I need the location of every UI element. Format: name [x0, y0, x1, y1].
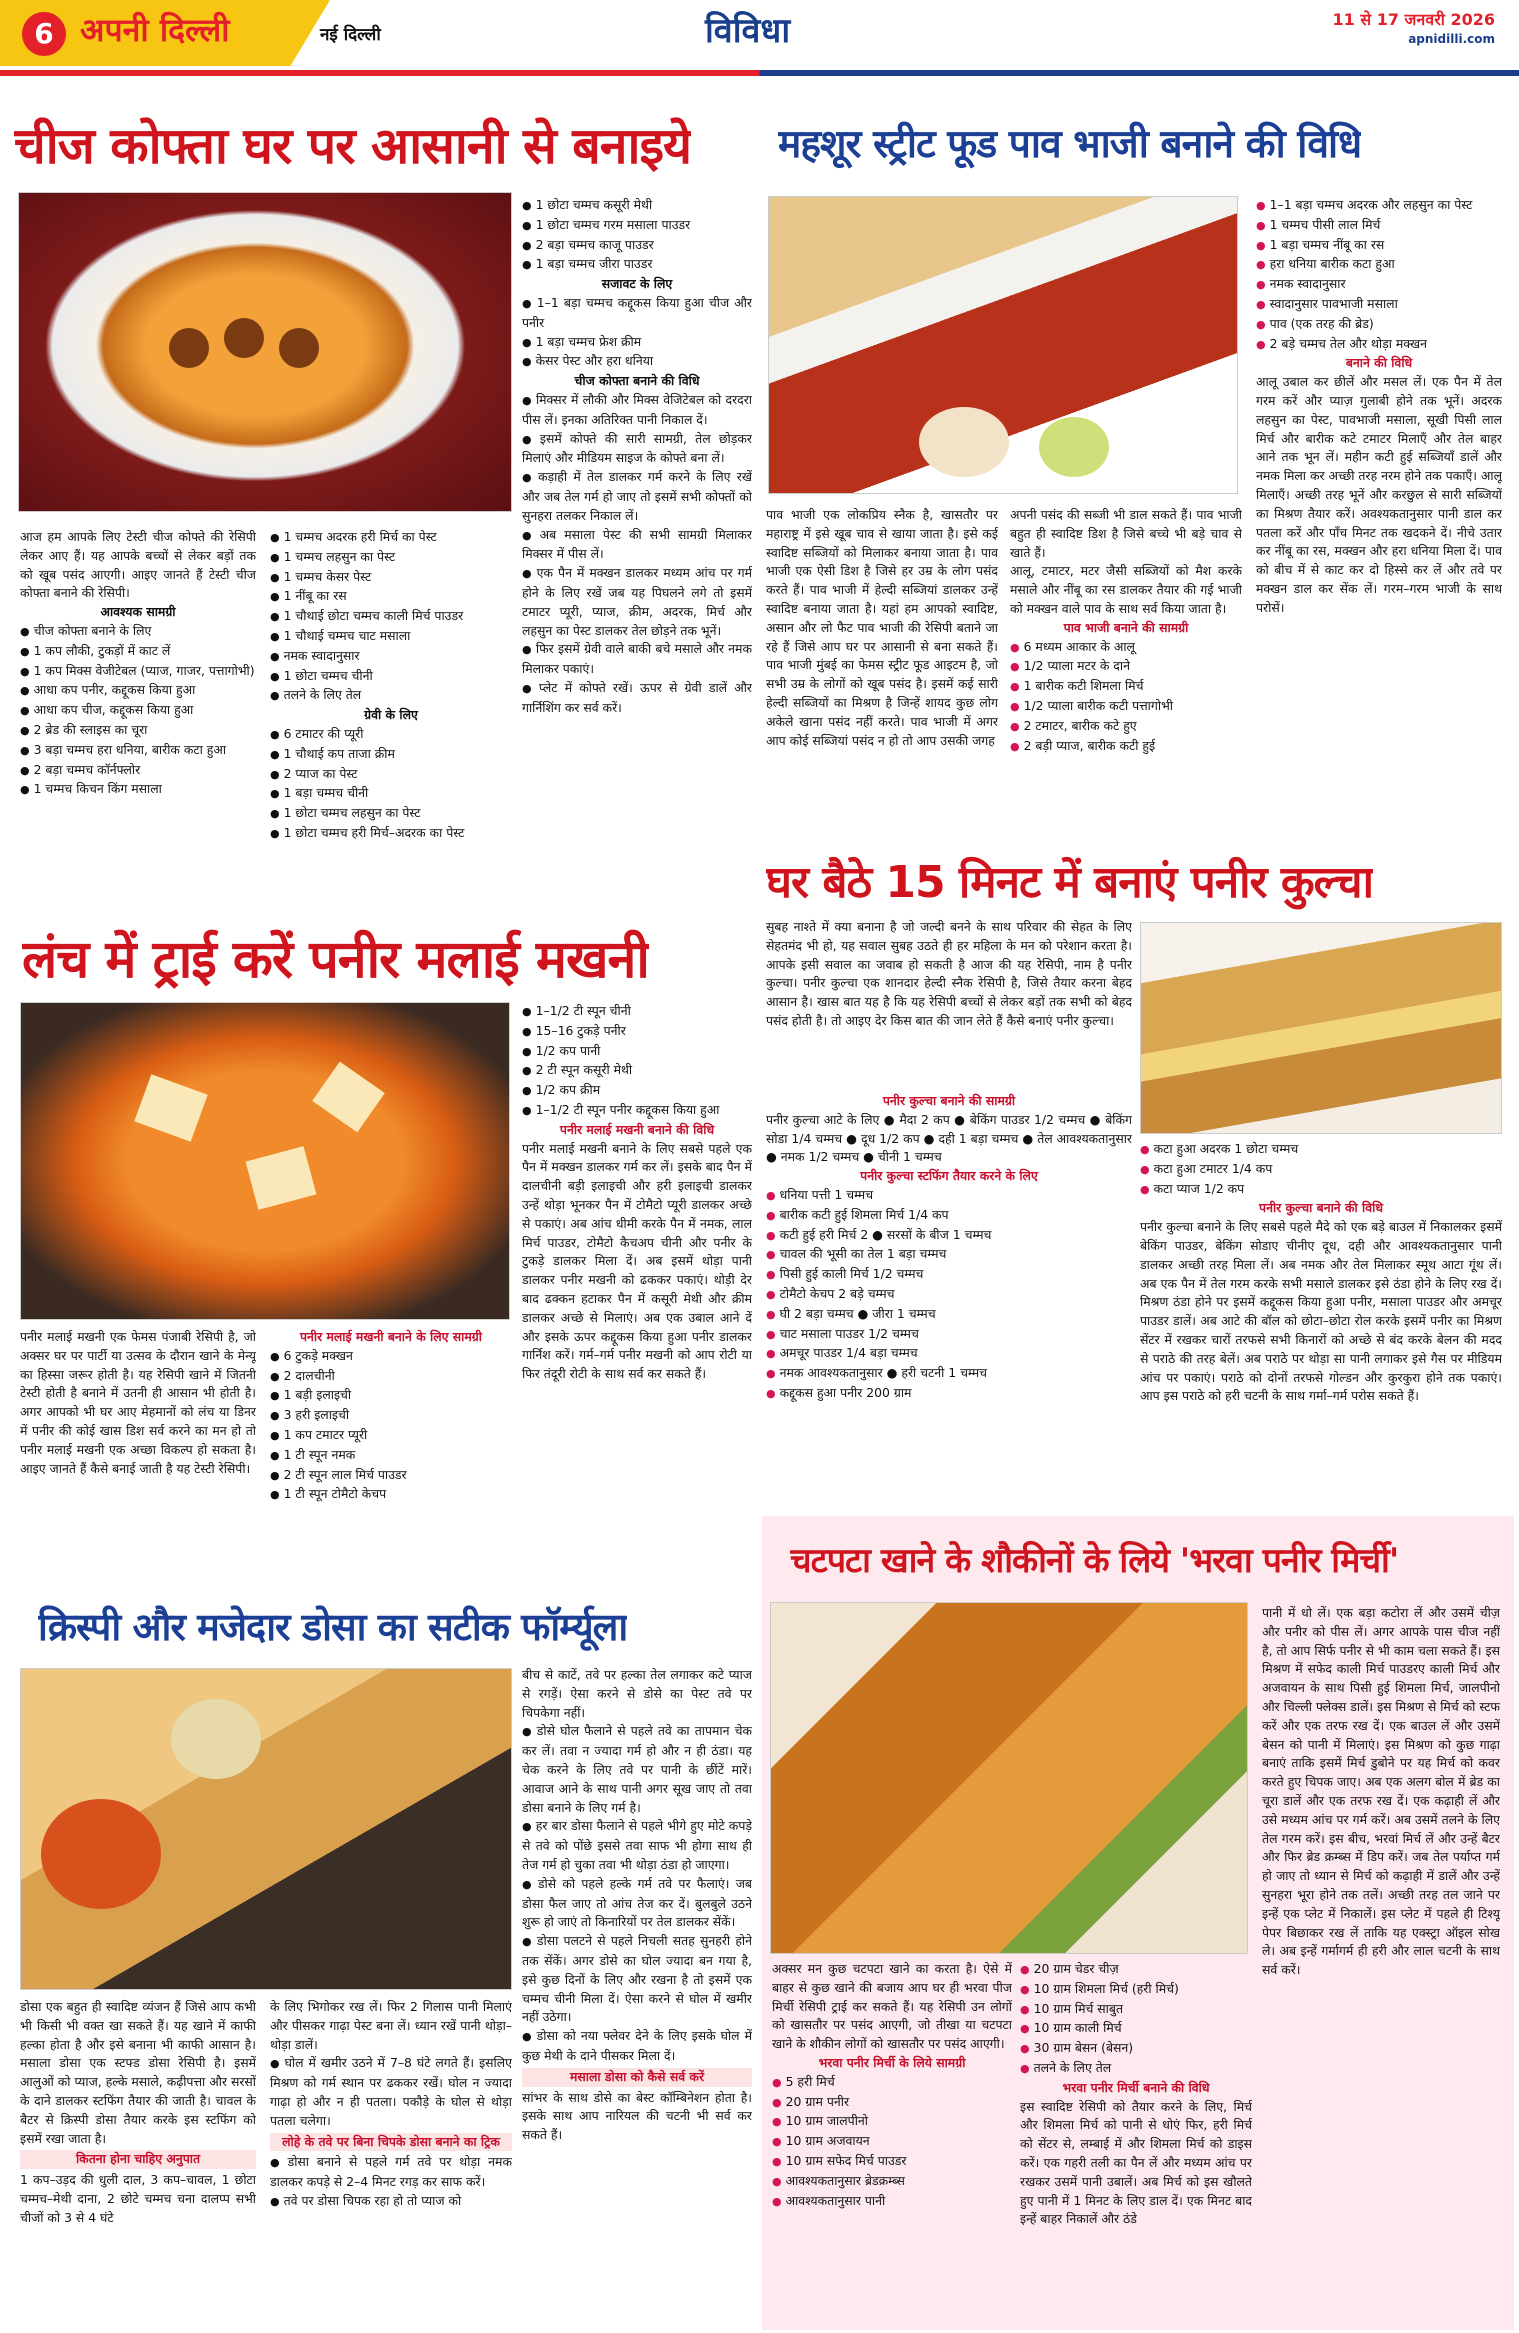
a4-subhead-stuffing: पनीर कुल्चा स्टफिंग तैयार करने के लिए [860, 1168, 1038, 1184]
a3-intro: पनीर मलाई मखनी एक फेमस पंजाबी रेसिपी है, जो अक्सर घर पर पार्टी या उत्सव के दौरान खाने के मेन्यू का हिस्सा जरूर होती है। यह रेसिपी खाने में जितनी टेस्टी होती है बनाने में उतनी ही आसान भी होती है। अगर आपको भी घर आए मेहमानों को लंच या डिनर में पनीर की कोई खास डिश सर्व करने का मन हो तो पनीर मलाई मखनी एक अच्छा विकल्प हो सकता है। आइए जानते हैं कैसे बनाई जाती है यह टेस्टी रेसिपी। [20, 1329, 256, 1476]
list-item: ● 1 बड़ी इलाइची [270, 1386, 512, 1406]
list-item: ● डोसा पलटने से पहले निचली सतह सुनहरी होने तक सेंकें। अगर डोसे का घोल ज्यादा बन गया है, इसे कुछ दिनों के लिए और रखना है तो इसमें एक चम्मच चीनी मिला दें। ऐसा करने से घोल में खमीर नहीं उठेगा। [522, 1932, 752, 2027]
list-item: ● 10 ग्राम अजवायन [772, 2132, 1012, 2152]
a6-col1 [772, 1960, 1012, 2328]
a4-subhead-method: पनीर कुल्चा बनाने की विधि [1259, 1200, 1383, 1216]
list-item: ● चीज कोफ्ता बनाने के लिए [20, 622, 256, 642]
list-item: ● 2 बड़ा चम्मच काजू पाउडर [522, 236, 752, 256]
list-item: ● 1/2 प्याला बारीक कटी पत्तागोभी [1010, 697, 1242, 717]
list-item: ● 2 प्याज का पेस्ट [270, 765, 512, 785]
a4-col1 [766, 1092, 1132, 1498]
list-item: ● 1 बड़ा चम्मच चीनी [270, 784, 512, 804]
list-item: ● कड़ाही में तेल डालकर गर्म करने के लिए रखें और जब तेल गर्म हो जाए तो इसमें सभी कोफ्तों को सुनहरा तलकर निकाल लें। [522, 468, 752, 525]
list-item: ● 6 मध्यम आकार के आलू [1010, 638, 1242, 658]
list-item: ● कटी हुई हरी मिर्च 2 ● सरसों के बीज 1 चम्मच [766, 1226, 1132, 1246]
a3-col3 [522, 1002, 752, 1580]
list-item: ● 1 चम्मच किचन किंग मसाला [20, 780, 256, 800]
list-item: ● कटा हुआ टमाटर 1/4 कप [1140, 1160, 1502, 1180]
list-item: ● 1–1/2 टी स्पून चीनी [522, 1002, 752, 1022]
a2-subhead-ingredients: पाव भाजी बनाने की सामग्री [1063, 619, 1189, 635]
list-item: ● बारीक कटी हुई शिमला मिर्च 1/4 कप [766, 1206, 1132, 1226]
list-item: ● 10 ग्राम जालपीनो [772, 2112, 1012, 2132]
list-item: ● कद्दूकस हुआ पनीर 200 ग्राम [766, 1384, 1132, 1404]
list-item: ● 1–1 बड़ा चम्मच कद्दूकस किया हुआ चीज और पनीर [522, 294, 752, 333]
pav-bhaji-photo [768, 196, 1238, 494]
article-title-paneer-kulcha: घर बैठे 15 मिनट में बनाएं पनीर कुल्चा [766, 857, 1373, 908]
list-item: ● 1 चम्मच पीसी लाल मिर्च [1256, 216, 1502, 236]
list-item: ● घोल में खमीर उठने में 7–8 घंटे लगते हैं। इसलिए मिश्रण को गर्म स्थान पर ढककर रखें। घोल न ज्यादा गाढ़ा हो और न ही पतला। पकौड़े के घोल से थोड़ा पतला चलेगा। [270, 2054, 512, 2130]
a5-para1: डोसा एक बहुत ही स्वादिष्ट व्यंजन हैं जिसे आप कभी भी किसी भी वक्त खा सकते हैं। यह खाने में काफी हल्का होता है और इसे बनाना भी काफी आसान है। मसाला डोसा एक स्टफ्ड डोसा रेसिपी है। इसमें आलुओं को प्याज, हल्के मसाले, कढ़ीपत्ता और सरसों के दाने डालकर स्टफिंग तैयार की जाती है। चावल के बैटर से क्रिस्पी डोसा तैयार करके इस स्टफिंग को इसमें रखा जाता है। [20, 1999, 256, 2146]
list-item: ● धनिया पत्ती 1 चम्मच [766, 1186, 1132, 1206]
a2-col3 [1256, 196, 1502, 838]
list-item: ● 1 टी स्पून नमक [270, 1446, 512, 1466]
a3-method: पनीर मलाई मखनी बनाने के लिए सबसे पहले एक पैन में मक्खन डालकर गर्म कर लें। इसके बाद पैन में दालचीनी बड़ी इलाइची और हरी इलाइची डालकर उन्हें थोड़ा भूनकर पैन में टोमैटो प्यूरी डालकर अच्छे से पकाएं। अब आंच धीमी करके पैन में नमक, लाल मिर्च पाउडर, टोमैटो कैचअप चीनी और पनीर के टुकड़े डालकर मिला दें। अब इसमें थोड़ा पानी डालकर पनीर मखनी को ढककर पकाएं। थोड़ी देर बाद ढक्कन हटाकर पैन में कसूरी मेथी और क्रीम डालकर अच्छे से मिलाएं। अब एक उबाल आने दें और इसके ऊपर कद्दूकस किया हुआ पनीर डालकर गार्निश करें। गर्म–गर्म पनीर मखनी को आप रोटी या फिर तंदूरी रोटी के साथ सर्व कर सकते हैं। [522, 1140, 752, 1382]
list-item: ● 20 ग्राम चेडर चीज़ [1020, 1960, 1252, 1980]
brand-name: अपनी दिल्ली [80, 11, 230, 49]
a4-intro: सुबह नाश्ते में क्या बनाना है जो जल्दी बनने के साथ परिवार की सेहत के लिए सेहतमंद भी हो, यह सवाल सुबह उठते ही हर महिला के मन को परेशान करता है। आपके इसी सवाल का जवाब हो सकती है आज की यह रेसिपी, नाम है पनीर कुल्चा। पनीर कुल्चा एक शानदार हेल्दी स्नैक रेसिपी है, जिसे तैयार करना बेहद आसान है। खास बात यह है कि यह रेसिपी बच्चों से लेकर बड़ों तक सभी को बेहद पसंद होती है। तो आइए देर किस बात की जान लेते हैं कैसे बनाएं पनीर कुल्चा। [766, 919, 1132, 1028]
list-item: ● 1 छोटा चम्मच चीनी [270, 667, 512, 687]
list-item: ● 2 बड़ी प्याज, बारीक कटी हुई [1010, 737, 1242, 757]
list-item: ● 1 बारीक कटी शिमला मिर्च [1010, 677, 1242, 697]
list-item: ● 10 ग्राम मिर्च साबुत [1020, 2000, 1252, 2020]
a1-subhead-method: चीज कोफ्ता बनाने की विधि [574, 373, 700, 389]
list-item: ● 1–1/2 टी स्पून पनीर कद्दूकस किया हुआ [522, 1101, 752, 1121]
a3-subhead-method: पनीर मलाई मखनी बनाने की विधि [559, 1121, 715, 1137]
website-text: apnidilli.com [1408, 32, 1495, 46]
section-name: विविधा [705, 11, 791, 51]
list-item: ● नमक आवश्यकतानुसार ● हरी चटनी 1 चम्मच [766, 1364, 1132, 1384]
paneer-makhani-photo [20, 1002, 510, 1320]
list-item: ● आधा कप चीज, कद्दूकस किया हुआ [20, 701, 256, 721]
article-title-pav-bhaji: महशूर स्ट्रीट फूड पाव भाजी बनाने की विधि [778, 122, 1362, 167]
list-item: ● नमक स्वादानुसार [270, 647, 512, 667]
a6-subhead-ingredients: भरवा पनीर मिर्ची के लिये सामग्री [818, 2054, 966, 2070]
list-item: ● 1 कप लौकी, टुकड़ों में काट लें [20, 642, 256, 662]
list-item: ● डोसा को नया फ्लेवर देने के लिए इसके घोल में कुछ मेथी के दाने पीसकर मिला दें। [522, 2027, 752, 2066]
list-item: ● 3 हरी इलाइची [270, 1406, 512, 1426]
list-item: ● 1 बड़ा चम्मच जीरा पाउडर [522, 255, 752, 275]
list-item: ● 15–16 टुकड़े पनीर [522, 1022, 752, 1042]
list-item: ● 10 ग्राम सफेद मिर्च पाउडर [772, 2152, 1012, 2172]
list-item: ● केसर पेस्ट और हरा धनिया [522, 352, 752, 372]
list-item: ● 3 बड़ा चम्मच हरा धनिया, बारीक कटा हुआ [20, 741, 256, 761]
list-item: ● अमचूर पाउडर 1/4 बड़ा चम्मच [766, 1344, 1132, 1364]
list-item: ● 1 चौथाई छोटा चम्मच काली मिर्च पाउडर [270, 607, 512, 627]
page-header [0, 0, 1519, 88]
list-item: ● 2 ब्रेड की स्लाइस का चूरा [20, 721, 256, 741]
a1-subhead-gravy: ग्रेवी के लिए [364, 707, 418, 723]
a6-subhead-method: भरवा पनीर मिर्ची बनाने की विधि [1062, 2079, 1210, 2095]
list-item: ● एक पैन में मक्खन डालकर मध्यम आंच पर गर्म होने के लिए रखें जब यह पिघलने लगे तो इसमें टमाटर प्यूरी, प्याज, क्रीम, अदरक, मिर्च और लहसुन का पेस्ट डालकर तेल छोड़ने तक भूनें। [522, 564, 752, 640]
list-item: ● 1 कप मिक्स वेजीटेबल (प्याज, गाजर, पत्तागोभी) [20, 662, 256, 682]
list-item: ● 10 ग्राम शिमला मिर्च (हरी मिर्च) [1020, 1980, 1252, 2000]
a1-subhead-ingredients: आवश्यक सामग्री [100, 604, 176, 620]
list-item: ● 2 बड़ा चम्मच कॉर्नफ्लोर [20, 761, 256, 781]
list-item: ● 2 बड़े चम्मच तेल और थोड़ा मक्खन [1256, 335, 1502, 355]
paneer-kulcha-photo [1140, 922, 1502, 1134]
list-item: ● टोमैटो केचप 2 बड़े चम्मच [766, 1285, 1132, 1305]
list-item: ● कटा हुआ अदरक 1 छोटा चम्मच [1140, 1140, 1502, 1160]
a5-serve-para: सांभर के साथ डोसे का बेस्ट कॉम्बिनेशन होता है। इसके साथ आप नारियल की चटनी भी सर्व कर सकते हैं। [522, 2089, 752, 2143]
cheese-kofta-photo [18, 192, 512, 512]
a5-highlight-serve: मसाला डोसा को कैसे सर्व करें [522, 2068, 752, 2087]
page-number-badge: 6 [22, 12, 66, 56]
dosa-photo [20, 1668, 512, 1990]
a6-col3 [1262, 1604, 1500, 2328]
list-item: ● तवे पर डोसा चिपक रहा हो तो प्याज को [270, 2192, 512, 2212]
list-item: ● 1 चम्मच केसर पेस्ट [270, 568, 512, 588]
a4-subhead-ingredients: पनीर कुल्चा बनाने की सामग्री [882, 1093, 1016, 1108]
list-item: ● डोसा बनाने से पहले गर्म तवे पर थोड़ा नमक डालकर कपड़े से 2–4 मिनट रगड़ कर साफ करें। [270, 2153, 512, 2192]
a4-method: पनीर कुल्चा बनाने के लिए सबसे पहले मैदे को एक बड़े बाउल में निकालकर इसमें बेकिंग पाउडर, बेकिंग सोडाए चीनीए दूध, दही और आवश्यकतानुसार पानी डालकर अच्छी तरह मिला लें। अब नमक और तेल मिलाकर स्मूथ आटा गूंथ लें। अब एक पैन में तेल गरम करके सभी मसाले डालकर इसे ठंडा होने के लिए रख दें। मिश्रण ठंडा होने पर इसमें कद्दूकस किया हुआ पनीर, मसाला पाउडर और अमचूर पाउडर डालें। अब आटे की बॉल को छोटा–छोटा रोल करके इसमें पनीर का मिश्रण सेंटर में रखकर चारों तरफसे सभी किनारों को अच्छे से बंद करके बेलन की मदद से पराठे की तरह बेलें। अब पराठे पर थोड़ा सा पानी लगाकर इसे गैस पर मीडियम आंच पर पकाएं। पराठे को दोनों तरफसे गोल्डन और कुरकुरा होने तक पकाएं। आप इस पराठे को हरी चटनी के साथ गर्मा–गर्म परोस सकते हैं। [1140, 1219, 1502, 1404]
list-item: ● 6 टमाटर की प्यूरी [270, 725, 512, 745]
list-item: ● आवश्यकतानुसार ब्रेडक्रम्ब्स [772, 2172, 1012, 2192]
list-item: ● हरा धनिया बारीक कटा हुआ [1256, 255, 1502, 275]
list-item: ● 5 हरी मिर्च [772, 2073, 1012, 2093]
a5-highlight-ratio: कितना होना चाहिए अनुपात [20, 2150, 256, 2169]
list-item: ● चावल की भूसी का तेल 1 बड़ा चम्मच [766, 1245, 1132, 1265]
list-item: ● आधा कप पनीर, कद्दूकस किया हुआ [20, 681, 256, 701]
a5-col3-para: बीच से काटें, तवे पर हल्का तेल लगाकर कटे प्याज से रगड़ें। ऐसा करने से डोसे का पेस्ट तवे पर चिपकेगा नहीं। [522, 1667, 752, 1720]
article-title-bharwa-mirchi: चटपटा खाने के शौकीनों के लिये 'भरवा पनीर मिर्ची' [790, 1541, 1399, 1581]
list-item: ● 1 टी स्पून टोमैटो केचप [270, 1485, 512, 1505]
article-title-paneer-malai-makhani: लंच में ट्राई करें पनीर मलाई मखनी [22, 930, 649, 990]
list-item: ● तलने के लिए तेल [270, 686, 512, 706]
bharwa-mirchi-photo [770, 1602, 1248, 1954]
list-item: ● 1 नींबू का रस [270, 587, 512, 607]
list-item: ● 30 ग्राम बेसन (बेसन) [1020, 2039, 1252, 2059]
a1-col2 [270, 528, 512, 908]
a1-col3 [522, 196, 752, 908]
list-item: ● 1 चौथाई कप ताजा क्रीम [270, 745, 512, 765]
list-item: ● स्वादानुसार पावभाजी मसाला [1256, 295, 1502, 315]
list-item: ● 1 बड़ा चम्मच फ्रेश क्रीम [522, 333, 752, 353]
list-item: ● 2 टमाटर, बारीक कटे हुए [1010, 717, 1242, 737]
a1-subhead-garnish: सजावट के लिए [601, 276, 673, 292]
list-item: ● 1 छोटा चम्मच हरी मिर्च–अदरक का पेस्ट [270, 824, 512, 844]
a4-dough-ingredients: पनीर कुल्चा आटे के लिए ● मैदा 2 कप ● बेकिंग पाउडर 1/2 चम्मच ● बेकिंग सोडा 1/4 चम्मच ● दूध 1/2 कप ● दही 1 बड़ा चम्मच ● तेल आवश्यकतानुसार ● नमक 1/2 चम्मच ● चीनी 1 चम्मच [766, 1111, 1132, 1165]
a3-col2 [270, 1328, 512, 1580]
list-item: ● 1 छोटा चम्मच लहसुन का पेस्ट [270, 804, 512, 824]
a5-para2: 1 कप–उड़द की धुली दाल, 3 कप–चावल, 1 छोटा चम्मच–मेथी दाना, 2 छोटे चम्मच चना दालप्प सभी चीजों को 3 से 4 घंटे [20, 2172, 256, 2225]
a6-para1: अक्सर मन कुछ चटपटा खाने का करता है। ऐसे में बाहर से कुछ खाने की बजाय आप घर ही भरवा पीज मिर्ची रेसिपी ट्राई कर सकते हैं। यह रेसिपी उन लोगों को खासतौर पर पसंद आएगी, जो तीखा या चटपटा खाने के शौकीन लोगों को खासतौर पर पसंद आएगी। [772, 1961, 1012, 2052]
a1-intro: आज हम आपके लिए टेस्टी चीज कोफ्ते की रेसिपी लेकर आए हैं। यह आपके बच्चों से लेकर बड़ों तक को खूब पसंद आएगी। आइए जानते हैं टेस्टी चीज कोफ्ता बनाने की रेसिपी। [20, 529, 256, 601]
list-item: ● 1 चम्मच लहसुन का पेस्ट [270, 548, 512, 568]
list-item: ● 1 कप टमाटर प्यूरी [270, 1426, 512, 1446]
list-item: ● 6 टुकड़े मक्खन [270, 1347, 512, 1367]
article-title-cheese-kofta: चीज कोफ्ता घर पर आसानी से बनाइये [14, 117, 691, 175]
a5-col2 [270, 1998, 512, 2328]
list-item: ● आवश्यकतानुसार पानी [772, 2192, 1012, 2212]
a2-method: आलू उबाल कर छीलें और मसल लें। एक पैन में तेल गरम करें और प्याज़ गुलाबी होने तक भूनें। अदरक लहसुन का पेस्ट, पावभाजी मसाला, सूखी पिसी लाल मिर्च और बारीक कटे टमाटर मिलाएँ और तेल बाहर आने तक भून लें। महीन कटी हुई सब्जियाँ डालें और नमक मिला कर अच्छी तरह नरम होने तक पकाएँ। आलू मिलाएँ। अच्छी तरह भूनें और करछुल से सारी सब्जियों का मिश्रण तैयार करें। अवश्यकतानुसार पानी डाल कर पतला करें और पाँच मिनट तक खदकने दें। नीचे उतार कर नींबू का रस, मक्खन और हरा धनिया मिला दें। पाव को बीच में से काट कर दो हिस्से कर लें और तवे पर मक्खन डाल कर सेंक लें। गरम–गरम भाजी के साथ परोसें। [1256, 374, 1502, 615]
a6-method: इस स्वादिष्ट रेसिपी को तैयार करने के लिए, मिर्च और शिमला मिर्च को पानी से धोएं फिर, हरी मिर्च को सेंटर से, लम्बाई में और शिमला मिर्च को डाइस करें। एक गहरी तली का पैन लें और मध्यम आंच पर रखकर उसमें पानी उबालें। अब मिर्च को इस खौलते हुए पानी में 1 मिनट के लिए डाल दें। एक मिनट बाद इन्हें बाहर निकालें और ठंडे [1020, 2098, 1252, 2227]
a2-subhead-method: बनाने की विधि [1345, 355, 1413, 371]
a6-method-cont: पानी में धो लें। एक बड़ा कटोरा लें और उसमें चीज़ और पनीर को पीस लें। अगर आपके पास चीज नहीं है, तो आप सिर्फ पनीर से भी काम चला सकते हैं। इस मिश्रण में सफेद काली मिर्च पाउडरए काली मिर्च और अजवायन के साथ पिसी हुई शिमला मिर्च, जालपीनो और चिल्ली फ्लेक्स डालें। इस मिश्रण से मिर्च को स्टफ करें और एक तरफ रख दें। एक बाउल लें और उसमें बेसन को पानी में मिलाएं। इस मिश्रण को कुछ गाढ़ा बनाएं ताकि इसमें मिर्च डुबोने पर यह मिर्च को कवर करते हुए चिपक जाए। अब एक अलग बोल में ब्रेड का चूरा डालें और एक तरफ रख दें। एक कढ़ाही लें और उसे मध्यम आंच पर गर्म करें। अब उसमें तलने के लिए तेल गरम करें। इस बीच, भरवां मिर्च लें और उन्हें बैटर और फिर ब्रेड क्रम्ब्स में डिप करें। जब तेल पर्याप्त गर्म हो जाए तो ध्यान से मिर्च को कढ़ाही में डालें और उन्हें सुनहरा भूरा होने तक तलें। अच्छी तरह तल जाने पर इन्हें एक प्लेट में निकालें। इस प्लेट में पहले ही टिश्यू पेपर बिछाकर रख लें ताकि यह एक्स्ट्रा ऑइल सोख ले। अब इन्हें गर्मागर्म ही हरी और लाल चटनी के साथ सर्व करें। [1262, 1605, 1500, 1978]
city-name: नई दिल्ली [320, 25, 381, 45]
list-item: ● पाव (एक तरह की ब्रेड) [1256, 315, 1502, 335]
list-item: ● 1 बड़ा चम्मच नींबू का रस [1256, 236, 1502, 256]
a2-col1 [766, 506, 998, 838]
list-item: ● कटा प्याज 1/2 कप [1140, 1180, 1502, 1200]
a5-highlight-trick: लोहे के तवे पर बिना चिपके डोसा बनाने का ट्रिक [270, 2133, 512, 2152]
list-item: ● डोसे को पहले हल्के गर्म तवे पर फैलाएं। जब डोसा फैल जाए तो आंच तेज कर दें। बुलबुले उठने शुरू हो जाएं तो किनारियों पर तेल डालकर सेंकें। [522, 1875, 752, 1932]
a2-para1: पाव भाजी एक लोकप्रिय स्नैक है, खासतौर पर महाराष्ट्र में इसे खूब चाव से खाया जाता है। इसे कई स्वादिष्ट सब्जियों को मिलाकर बनाया जाता है। पाव भाजी एक ऐसी डिश है जिसे हर उम्र के लोग पसंद करते हैं। पाव भाजी में हेल्दी सब्जियां डालकर उन्हें स्वादिष्ट बनाया जाता है। यहां हम आपको स्वादिष्ट, असान और लो फैट पाव भाजी की रेसिपी बताने जा रहे हैं जिसे आप घर पर आसानी से बना सकते हैं। पाव भाजी मुंबई का फेमस स्ट्रीट फूड आइटम है, जो सभी उम्र के लोगों को खूब पसंद है। इसमें कई सारी हेल्दी सब्जियों का मिश्रण है जिन्हें शायद कुछ लोग अकेले खाना पसंद नहीं करते। पाव भाजी में अगर आप कोई सब्जियां पसंद न हो तो आप उसकी जगह [766, 507, 998, 748]
a1-col1 [20, 528, 256, 908]
list-item: ● 10 ग्राम काली मिर्च [1020, 2019, 1252, 2039]
a5-para3: के लिए भिगोकर रख लें। फिर 2 गिलास पानी मिलाएं और पीसकर गाढ़ा पेस्ट बना लें। ध्यान रखें पानी थोड़ा–थोड़ा डालें। [270, 1999, 512, 2052]
list-item: ● घी 2 बड़ा चम्मच ● जीरा 1 चम्मच [766, 1305, 1132, 1325]
a4-intro-col [766, 918, 1132, 1090]
list-item: ● 1/2 कप पानी [522, 1042, 752, 1062]
list-item: ● प्लेट में कोफ्ते रखें। ऊपर से ग्रेवी डालें और गार्निशिंग कर सर्व करें। [522, 679, 752, 718]
list-item: ● चाट मसाला पाउडर 1/2 चम्मच [766, 1325, 1132, 1345]
list-item: ● 1 चम्मच अदरक हरी मिर्च का पेस्ट [270, 528, 512, 548]
list-item: ● 1–1 बड़ा चम्मच अदरक और लहसुन का पेस्ट [1256, 196, 1502, 216]
list-item: ● 2 टी स्पून कसूरी मेथी [522, 1061, 752, 1081]
a2-col2 [1010, 506, 1242, 838]
list-item: ● 2 दालचीनी [270, 1367, 512, 1387]
list-item: ● 1 चौथाई चम्मच चाट मसाला [270, 627, 512, 647]
a6-col2 [1020, 1960, 1252, 2328]
list-item: ● 1 छोटा चम्मच गरम मसाला पाउडर [522, 216, 752, 236]
a2-para3: आलू, टमाटर, मटर जैसी सब्जियों को मैश करके मसाले और नींबू का रस डालकर तैयार की गई भाजी को मक्खन वाले पाव के साथ सर्व किया जाता है। [1010, 563, 1242, 616]
list-item: ● डोसे घोल फैलाने से पहले तवे का तापमान चेक कर लें। तवा न ज्यादा गर्म हो और न ही ठंडा। यह चेक करने के लिए तवे पर पानी के छींटें मारें। आवाज आने के साथ पानी अगर सूख जाए तो तवा डोसा बनाने के लिए गर्म है। [522, 1722, 752, 1817]
list-item: ● फिर इसमें ग्रेवी वाले बाकी बचे मसाले और नमक मिलाकर पकाएं। [522, 640, 752, 679]
a4-col2 [1140, 1140, 1502, 1498]
a2-para2: अपनी पसंद की सब्जी भी डाल सकते हैं। पाव भाजी बहुत ही स्वादिष्ट डिश है जिसे बच्चे भी बड़े चाव से खाते हैं। [1010, 507, 1242, 560]
list-item: ● 1/2 प्याला मटर के दाने [1010, 657, 1242, 677]
issue-date: 11 से 17 जनवरी 2026 [1332, 10, 1495, 29]
list-item: ● नमक स्वादानुसार [1256, 275, 1502, 295]
article-title-dosa: क्रिस्पी और मजेदार डोसा का सटीक फॉर्म्यूला [38, 1605, 628, 1649]
a3-subhead-ingredients: पनीर मलाई मखनी बनाने के लिए सामग्री [299, 1329, 483, 1344]
a3-col1 [20, 1328, 256, 1580]
list-item: ● 1 छोटा चम्मच कसूरी मेथी [522, 196, 752, 216]
a5-col1 [20, 1998, 256, 2328]
a5-col3 [522, 1666, 752, 2328]
list-item: ● तलने के लिए तेल [1020, 2059, 1252, 2079]
list-item: ● मिक्सर में लौकी और मिक्स वेजिटेबल को दरदरा पीस लें। इनका अतिरिक्त पानी निकाल दें। [522, 391, 752, 430]
list-item: ● 20 ग्राम पनीर [772, 2093, 1012, 2113]
list-item: ● 2 टी स्पून लाल मिर्च पाउडर [270, 1466, 512, 1486]
list-item: ● हर बार डोसा फैलाने से पहले भीगे हुए मोटे कपड़े से तवे को पोंछे इससे तवा साफ भी होगा साथ ही तेज गर्म हो चुका तवा भी थोड़ा ठंडा हो जाएगा। [522, 1817, 752, 1874]
list-item: ● अब मसाला पेस्ट की सभी सामग्री मिलाकर मिक्सर में पीस लें। [522, 526, 752, 565]
list-item: ● इसमें कोफ्ते की सारी सामग्री, तेल छोड़कर मिलाएं और मीडियम साइज के कोफ्ते बना लें। [522, 430, 752, 469]
list-item: ● 1/2 कप क्रीम [522, 1081, 752, 1101]
list-item: ● पिसी हुई काली मिर्च 1/2 चम्मच [766, 1265, 1132, 1285]
header-divider [0, 70, 1519, 76]
